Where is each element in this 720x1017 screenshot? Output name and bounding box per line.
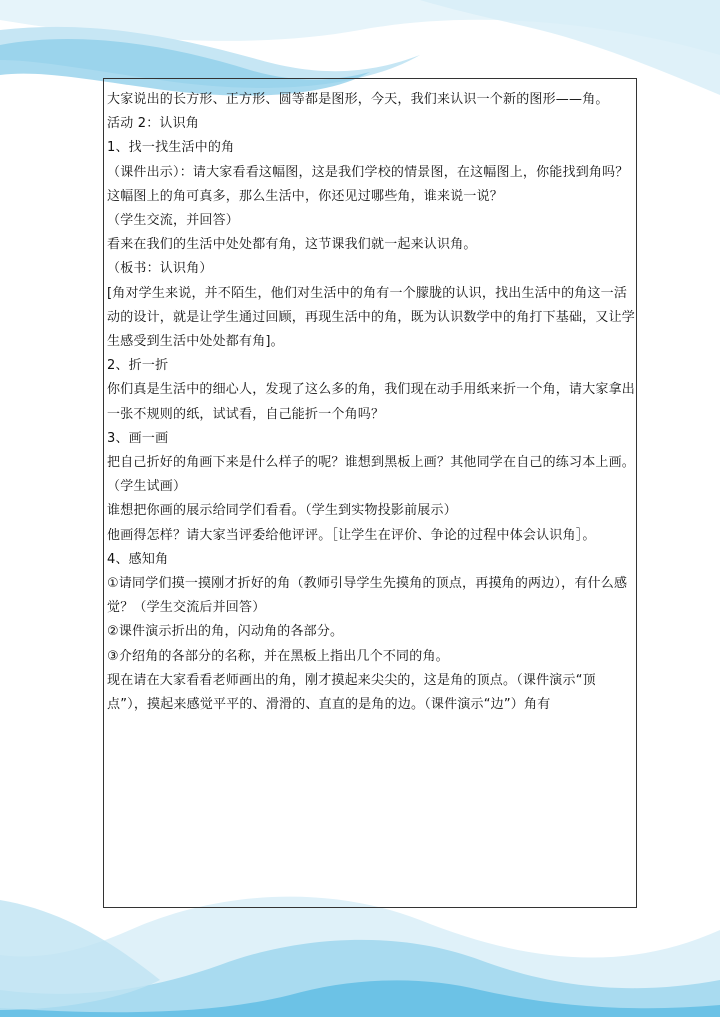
paragraph-courseware-flash: ②课件演示折出的角，闪动角的各部分。 bbox=[107, 624, 344, 640]
paragraph-design-note: [角对学生来说，并不陌生，他们对生活中的角有一个朦胧的认识，找出生活中的角这一活动的设计，就是让学生通过回顾，再现生活中的角，既为认识数学中的角打下基础，又让学生感受到生活中处处都有角]。 bbox=[107, 285, 636, 350]
paragraph-intro: 大家说出的长方形、正方形、圆等都是图形，今天，我们来认识一个新的图形——角。 bbox=[107, 92, 609, 107]
paragraph-angles-everywhere: 看来在我们的生活中处处都有角，这节课我们就一起来认识角。 bbox=[107, 237, 477, 253]
paragraph-touch-angle: ①请同学们摸一摸刚才折好的角（教师引导学生先摸角的顶点，再摸角的两边），有什么感觉？（学生交流后并回答） bbox=[107, 576, 628, 616]
paragraph-student-exchange: （学生交流，并回答） bbox=[107, 213, 240, 229]
paragraph-courseware-show: （课件出示）：请大家看看这幅图，这是我们学校的情景图，在这幅图上，你能找到角吗？ bbox=[107, 164, 629, 180]
heading-activity-2: 活动 2：认识角 bbox=[107, 116, 200, 132]
paragraph-show-drawing: 谁想把你画的展示给同学们看看。（学生到实物投影前展示） bbox=[107, 503, 457, 519]
paragraph-draw-angle: 把自己折好的角画下来是什么样子的呢？谁想到黑板上画？其他同学在自己的练习本上画。（学生试画） bbox=[107, 455, 636, 495]
paragraph-evaluate: 他画得怎样？请大家当评委给他评评。［让学生在评价、争论的过程中体会认识角］。 bbox=[107, 527, 596, 543]
paragraph-board-writing: （板书：认识角） bbox=[107, 261, 213, 277]
heading-draw: 3、画一画 bbox=[107, 430, 169, 446]
paragraph-many-angles: 这幅图上的角可真多，那么生活中，你还见过哪些角，谁来说一说？ bbox=[107, 188, 504, 204]
heading-find-angles: 1、找一找生活中的角 bbox=[107, 140, 235, 156]
paragraph-vertex-sides: 现在请在大家看看老师画出的角，刚才摸起来尖尖的，这是角的顶点。（课件演示“顶点”），摸起来感觉平平的、滑滑的、直直的是角的边。（课件演示“边”）角有 bbox=[107, 672, 596, 713]
paragraph-parts-names: ③介绍角的各部分的名称，并在黑板上指出几个不同的角。 bbox=[107, 648, 449, 664]
paragraph-fold-paper: 你们真是生活中的细心人，发现了这么多的角，我们现在动手用纸来折一个角，请大家拿出一张不规则的纸，试试看，自己能折一个角吗？ bbox=[107, 382, 636, 422]
heading-fold: 2、折一折 bbox=[107, 358, 169, 374]
heading-perceive-angle: 4、感知角 bbox=[107, 551, 169, 567]
document-body bbox=[107, 88, 635, 717]
